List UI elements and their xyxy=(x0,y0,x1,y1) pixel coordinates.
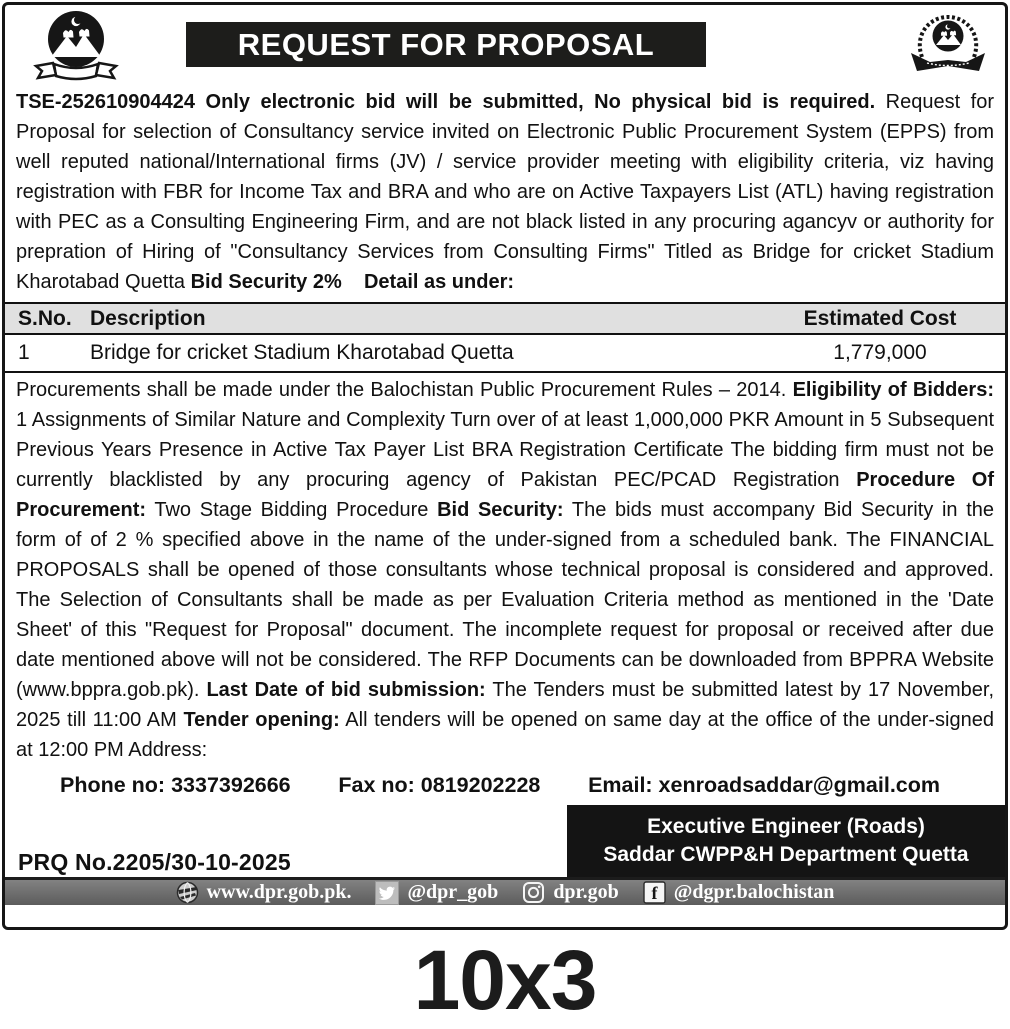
page-title-text: REQUEST FOR PROPOSAL xyxy=(237,26,655,62)
intro-paragraph: TSE-252610904424 Only electronic bid will be submitted, No physical bid is required. Request for Proposal for selection of Consultancy service invited on Electronic Public Procurement System (EPPS) from well reputed national/International firms (JV) / service provider meeting with eligibility criteria, viz having registration with FBR for Income Tax and BRA and who are on Active Taxpayers List (ATL) having registration with PEC as a Consulting Engineering Firm, and are not black listed in any procuring agancyv or authority for prepration of Hiring of "Consultancy Services from Consulting Firms" Titled as Bridge for cricket Stadium Kharotabad Quetta Bid Security 2% Detail as under: xyxy=(16,91,994,293)
instagram-icon xyxy=(522,881,545,904)
balochistan-government-emblem-icon xyxy=(25,9,127,88)
bottom-row xyxy=(5,803,1005,877)
terms-paragraph: Procurements shall be made under the Balochistan Public Procurement Rules – 2014. Eligibility of Bidders: 1 Assignments of Similar Nature and Complexity Turn over of at least 1,000,000 PKR Amount in 5 Subsequent Previous Years Presence in Active Tax Payer List BRA Registration Certificate The bidding firm must not be currently blacklisted by any procuring agency of Pakistan PEC/PCAD Registration Procedure Of Procurement: Two Stage Bidding Procedure Bid Security: The bids must accompany Bid Security in the form of of 2 % specified above in the name of the under-signed from a scheduled bank. The FINANCIAL PROPOSALS shall be opened of those consultants whose technical proposal is considered and approved. The Selection of Consultants shall be made as per Evaluation Criteria method as mentioned in the 'Date Sheet' of this "Request for Proposal" document. The incomplete request for proposal or received after due date mentioned above will not be considered. The RFP Documents can be downloaded from BPPRA Website (www.bppra.gob.pk). Last Date of bid submission: The Tenders must be submitted latest by 17 November, 2025 till 11:00 AM Tender opening: All tenders will be opened on same day at the office of the under-signed at 12:00 PM Address: xyxy=(16,379,995,761)
cost-table xyxy=(5,302,1005,373)
footer-item-twitter xyxy=(375,881,498,905)
dpr-social-bar xyxy=(5,877,1005,905)
footer-item-website xyxy=(176,881,352,904)
instagram-handle: dpr.gob xyxy=(553,881,619,903)
footer-item-facebook xyxy=(643,881,835,904)
signature-box xyxy=(567,805,1005,877)
facebook-handle: @dgpr.balochistan xyxy=(673,881,835,903)
phone-number: Phone no: 3337392666 xyxy=(60,772,291,797)
signatory-department: Saddar CWPP&H Department Quetta xyxy=(603,843,969,866)
facebook-icon xyxy=(643,881,666,904)
svg-text:f: f xyxy=(651,883,658,903)
prq-number: PRQ No.2205/30-10-2025 xyxy=(18,849,291,875)
table-cell: Bridge for cricket Stadium Kharotabad Quetta xyxy=(90,341,514,364)
table-cell: 1 xyxy=(18,341,30,364)
advert-header xyxy=(5,5,1005,85)
footer-item-instagram xyxy=(522,881,618,904)
website-url: www.dpr.gob.pk. xyxy=(206,881,352,903)
fax-number: Fax no: 0819202228 xyxy=(338,772,541,797)
table-cell: 1,779,000 xyxy=(833,341,927,364)
table-row xyxy=(5,335,1005,371)
table-header-row xyxy=(5,304,1005,335)
twitter-handle: @dpr_gob xyxy=(407,881,499,903)
dgpr-balochistan-emblem-icon xyxy=(903,11,993,86)
twitter-icon xyxy=(375,881,399,905)
signatory-title: Executive Engineer (Roads) xyxy=(647,815,925,838)
page-title xyxy=(186,22,706,67)
ad-size-label: 10x3 xyxy=(413,933,597,1027)
globe-icon xyxy=(176,881,199,904)
column-header-estimated-cost: Estimated Cost xyxy=(803,306,957,330)
table-body xyxy=(5,335,1005,371)
rfp-advertisement xyxy=(2,2,1008,930)
column-header-sno: S.No. xyxy=(18,306,72,330)
contact-line xyxy=(5,765,1005,803)
column-header-description: Description xyxy=(90,306,206,330)
email-address: Email: xenroadsaddar@gmail.com xyxy=(588,772,940,797)
